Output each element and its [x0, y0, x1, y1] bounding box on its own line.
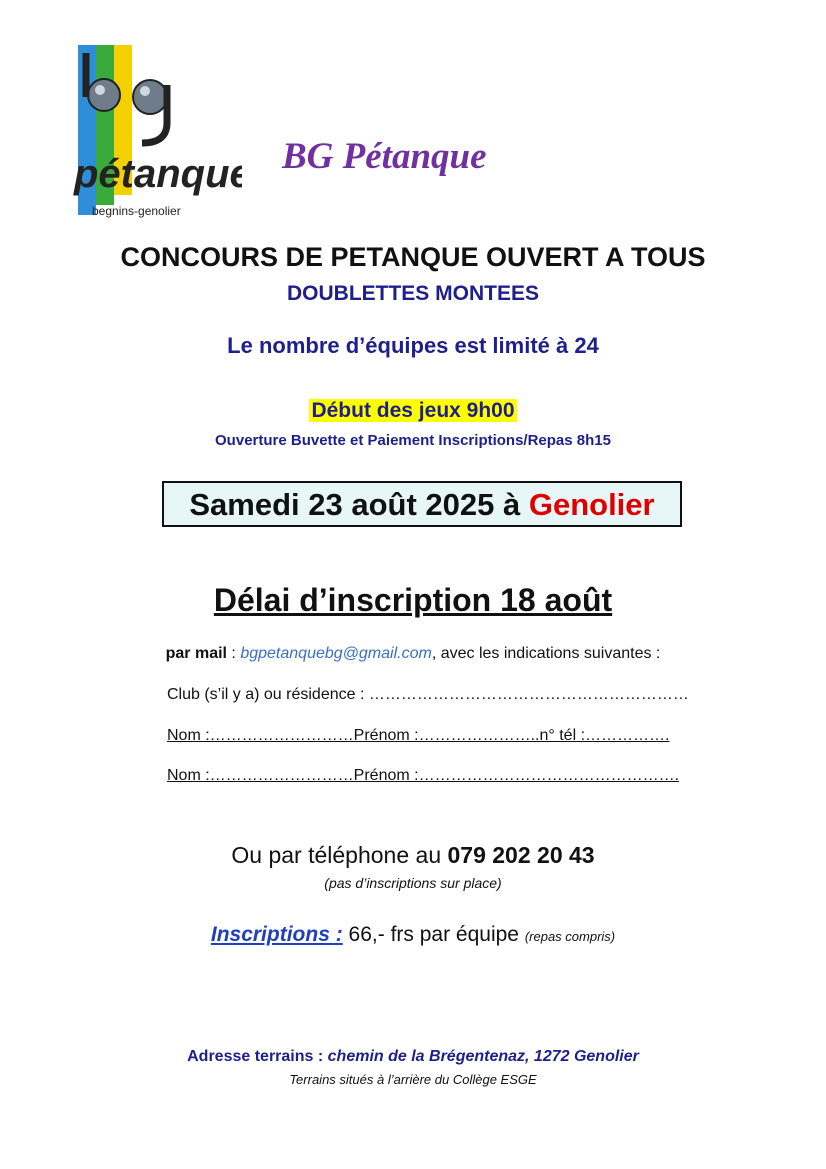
address-value: chemin de la Brégentenaz, 1272 Genolier — [327, 1048, 639, 1065]
logo-boule-left-shine — [95, 85, 105, 95]
club-logo — [72, 45, 242, 220]
subheadline: DOUBLETTES MONTEES — [286, 282, 539, 305]
logo-boule-left — [88, 79, 120, 111]
form-player2-line: Nom :………………………Prénom :…………………………………………. — [167, 767, 680, 784]
logo-boule-right — [133, 80, 167, 114]
address-label: Adresse terrains : — [187, 1048, 328, 1065]
price-label: Inscriptions : — [210, 923, 343, 946]
headline: CONCOURS DE PETANQUE OUVERT A TOUS — [120, 242, 706, 272]
email-link[interactable]: bgpetanquebg@gmail.com — [240, 645, 432, 662]
event-date-text: Samedi 23 août 2025 à — [189, 487, 529, 522]
start-time-text: Début des jeux 9h00 — [311, 399, 515, 422]
price-amount: 66,- frs par équipe — [342, 923, 525, 946]
event-place: Genolier — [528, 487, 655, 522]
price-note: (repas compris) — [524, 929, 616, 944]
teams-limit: Le nombre d’équipes est limité à 24 — [227, 333, 599, 358]
address-line — [0, 1048, 826, 1066]
price-line — [0, 923, 826, 947]
phone-line — [0, 842, 826, 869]
opening-info: Ouverture Buvette et Paiement Inscriptions/Repas 8h15 — [215, 432, 611, 449]
form-club-line: Club (s’il y a) ou résidence : …………………………………………………… — [167, 686, 689, 703]
deadline-text: Délai d’inscription 18 août — [213, 582, 613, 618]
mail-separator: : — [226, 645, 241, 662]
logo-word: pétanque — [74, 152, 242, 196]
mail-line — [0, 645, 826, 663]
event-date-box — [162, 481, 682, 527]
registration-deadline — [0, 582, 826, 619]
mail-suffix: , avec les indications suivantes : — [431, 645, 661, 662]
phone-number: 079 202 20 43 — [447, 842, 595, 868]
mail-label: par mail — [165, 645, 227, 662]
phone-prefix: Ou par téléphone au — [231, 842, 448, 868]
brand-title: BG Pétanque — [282, 136, 487, 177]
address-note: Terrains situés à l’arrière du Collège ESGE — [289, 1072, 537, 1087]
form-player1-line: Nom :………………………Prénom :…………………..n° tél :……………. — [167, 727, 670, 744]
start-time — [0, 399, 826, 423]
logo-tagline: begnins-genolier — [92, 204, 181, 218]
logo-boule-right-shine — [140, 86, 150, 96]
logo-graphic — [72, 45, 242, 220]
phone-note: (pas d’inscriptions sur place) — [324, 875, 502, 891]
